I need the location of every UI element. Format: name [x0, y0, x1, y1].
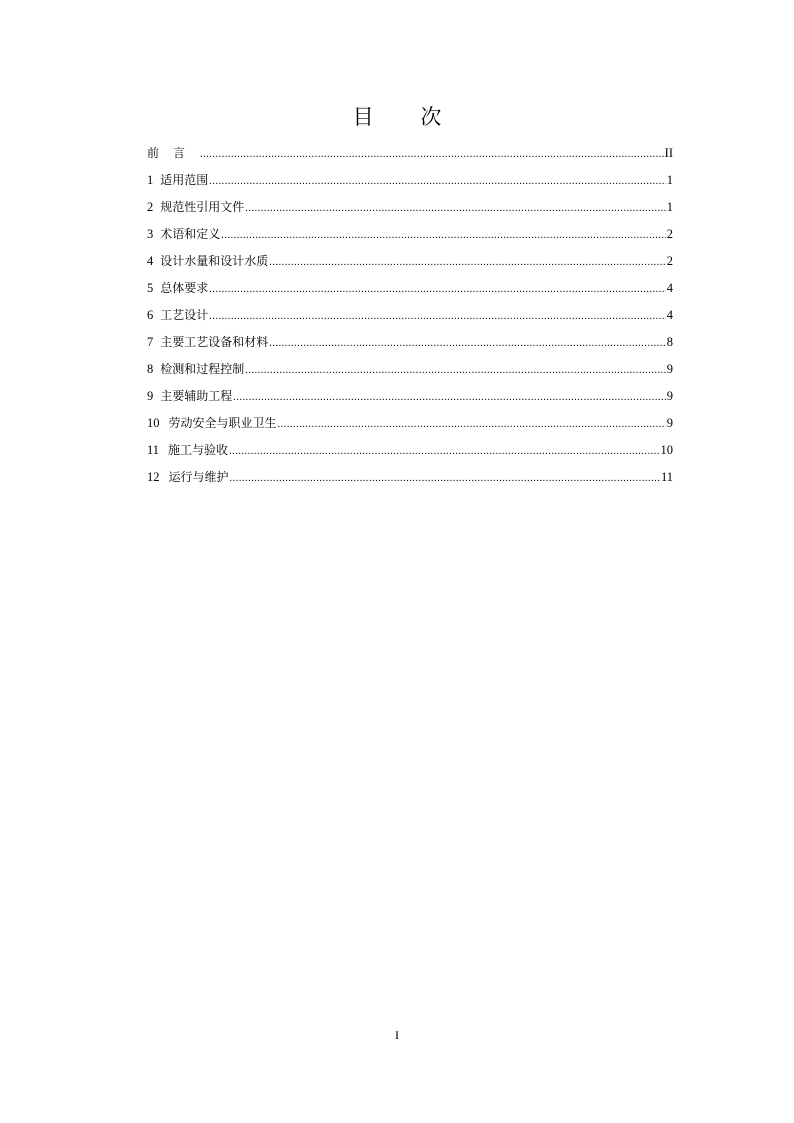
table-of-contents: [147, 142, 673, 493]
toc-entry-number: 8: [147, 362, 154, 376]
toc-entry-page: 10: [660, 443, 673, 457]
toc-leader-dots: [209, 279, 665, 301]
toc-title: 目 次: [352, 105, 462, 129]
toc-entry-page: II: [664, 146, 673, 160]
toc-leader-dots: [245, 360, 665, 382]
toc-entry-page: 4: [666, 281, 673, 295]
toc-entry-page: 8: [666, 335, 673, 349]
toc-entry-number: 2: [147, 200, 154, 214]
toc-leader-dots: [278, 414, 666, 436]
toc-entry-label: 劳动安全与职业卫生: [168, 416, 277, 430]
toc-entry-7[interactable]: [147, 331, 673, 358]
toc-entry-number: 5: [147, 281, 154, 295]
toc-entry-number: 4: [147, 254, 154, 268]
toc-entry-number: 1: [147, 173, 154, 187]
toc-leader-dots: [269, 333, 665, 355]
toc-leader-dots: [229, 441, 659, 463]
toc-entry-4[interactable]: [147, 250, 673, 277]
toc-entry-page: 1: [666, 200, 673, 214]
toc-entry-label: 检测和过程控制: [160, 362, 245, 376]
toc-entry-page: 9: [666, 416, 673, 430]
toc-entry-number: 9: [147, 389, 154, 403]
toc-entry-8[interactable]: [147, 358, 673, 385]
toc-entry-label: 主要辅助工程: [160, 389, 233, 403]
toc-leader-dots: [209, 306, 665, 328]
toc-entry-label: 主要工艺设备和材料: [160, 335, 269, 349]
toc-entry-foreword[interactable]: [147, 142, 673, 169]
toc-entry-page: 9: [666, 362, 673, 376]
toc-entry-label: 设计水量和设计水质: [160, 254, 269, 268]
toc-entry-label: 前言: [147, 146, 200, 160]
toc-entry-label: 规范性引用文件: [160, 200, 245, 214]
toc-entry-label: 施工与验收: [168, 443, 229, 457]
toc-entry-3[interactable]: [147, 223, 673, 250]
page-number: I: [395, 1028, 399, 1042]
toc-entry-label: 适用范围: [160, 173, 209, 187]
toc-leader-dots: [230, 468, 660, 490]
toc-leader-dots: [209, 171, 665, 193]
toc-entry-label: 工艺设计: [160, 308, 209, 322]
toc-entry-12[interactable]: [147, 466, 673, 493]
toc-entry-2[interactable]: [147, 196, 673, 223]
toc-entry-number: 6: [147, 308, 154, 322]
toc-entry-5[interactable]: [147, 277, 673, 304]
toc-entry-label: 总体要求: [160, 281, 209, 295]
toc-entry-1[interactable]: [147, 169, 673, 196]
toc-leader-dots: [233, 387, 665, 409]
toc-entry-9[interactable]: [147, 385, 673, 412]
toc-entry-number: 10: [147, 416, 160, 430]
toc-entry-number: 3: [147, 227, 154, 241]
toc-entry-label: 术语和定义: [160, 227, 221, 241]
toc-entry-11[interactable]: [147, 439, 673, 466]
toc-entry-page: 2: [666, 227, 673, 241]
toc-entry-10[interactable]: [147, 412, 673, 439]
toc-entry-page: 9: [666, 389, 673, 403]
toc-entry-6[interactable]: [147, 304, 673, 331]
toc-leader-dots: [245, 198, 665, 220]
toc-entry-number: 12: [147, 470, 160, 484]
toc-leader-dots: [269, 252, 665, 274]
toc-entry-page: 11: [660, 470, 673, 484]
toc-entry-page: 1: [666, 173, 673, 187]
toc-entry-page: 2: [666, 254, 673, 268]
toc-leader-dots: [200, 144, 664, 166]
toc-entry-number: 7: [147, 335, 154, 349]
toc-entry-label: 运行与维护: [168, 470, 229, 484]
toc-entry-number: 11: [147, 443, 160, 457]
toc-entry-page: 4: [666, 308, 673, 322]
toc-leader-dots: [221, 225, 665, 247]
